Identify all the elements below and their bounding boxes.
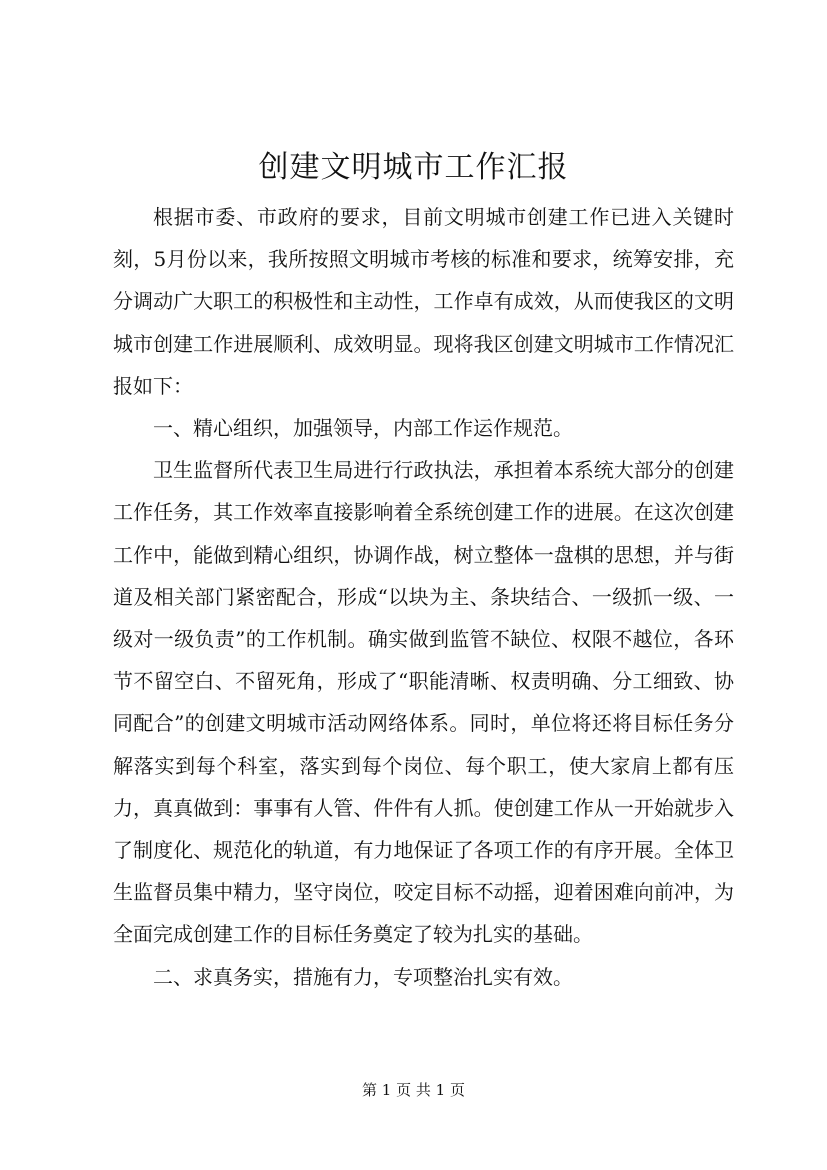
page-footer: 第 1 页 共 1 页: [362, 1081, 465, 1099]
paragraph-section-one: 卫生监督所代表卫生局进行行政执法，承担着本系统大部分的创建工作任务，其工作效率直接影响着全系统创建工作的进展。在这次创建工作中，能做到精心组织，协调作战，树立整体一盘棋的思想，并与街道及相关部门紧密配合，形成“以块为主、条块结合、一级抓一级、一级对一级负责”的工作机制。确实做到监管不缺位、权限不越位，各环节不留空白、不留死角，形成了“职能清晰、权责明确、分工细致、协同配合”的创建文明城市活动网络体系。同时，单位将还将目标任务分解落实到每个科室，落实到每个岗位、每个职工，使大家肩上都有压力，真真做到：事事有人管、件件有人抓。使创建工作从一开始就步入了制度化、规范化的轨道，有力地保证了各项工作的有序开展。全体卫生监督员集中精力，坚守岗位，咬定目标不动摇，迎着困难向前冲，为全面完成创建工作的目标任务奠定了较为扎实的基础。: [113, 458, 734, 947]
heading-section-two: 二、求真务实，措施有力，专项整治扎实有效。: [153, 964, 573, 989]
document-body: [113, 196, 734, 998]
paragraph-intro: 根据市委、市政府的要求，目前文明城市创建工作已进入关键时刻，5月份以来，我所按照文明城市考核的标准和要求，统筹安排，充分调动广大职工的积极性和主动性，工作卓有成效，从而使我区的文明城市创建工作进展顺利、成效明显。现将我区创建文明城市工作情况汇报如下：: [113, 205, 734, 398]
document-title: 创建文明城市工作汇报: [258, 150, 569, 185]
heading-section-one: 一、精心组织，加强领导，内部工作运作规范。: [153, 416, 573, 441]
